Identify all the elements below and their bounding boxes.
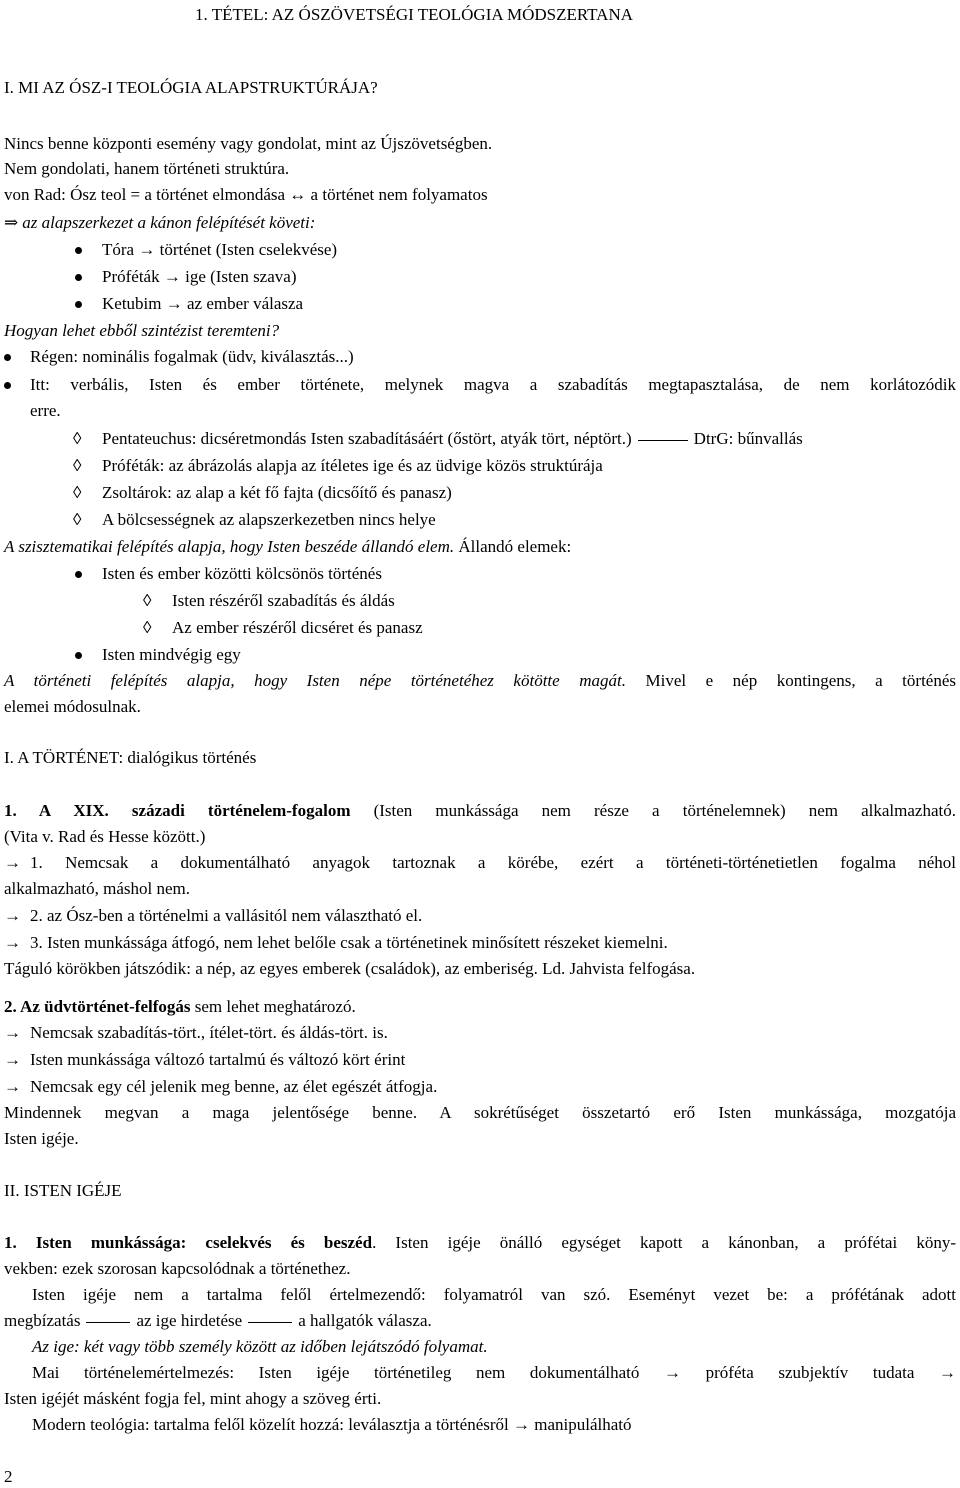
meaning-line: Mindennek megvan a maga jelentősége benne. A sokrétűséget összetartó erő Isten munkássága, mozgatója [4, 1103, 956, 1122]
right-arrow-icon: → [165, 294, 183, 313]
arrow-item [4, 905, 422, 927]
vonrad-left: von Rad: Ósz teol = a történet elmondása [4, 185, 286, 204]
content-para-line2 [4, 1310, 432, 1332]
p1-bold: 1. A XIX. századi történelem-fogalom [4, 801, 351, 820]
constant-element: Isten részéről szabadítás és áldás [172, 591, 395, 610]
canon-item-name: Próféták [102, 267, 160, 286]
right-arrow-icon: → [4, 1077, 21, 1096]
canon-item [102, 239, 337, 261]
p2-line [4, 996, 356, 1018]
diamond-icon: ◊ [73, 429, 82, 448]
p2-normal: sem lehet meghatározó. [190, 997, 356, 1016]
historical-line [4, 670, 956, 692]
arrow-item-text: 2. az Ósz-ben a történelmi a vallásitól nem választható el. [30, 906, 423, 925]
synthesis-question: Hogyan lehet ebből szintézist teremteni? [4, 321, 280, 340]
diamond-item: A bölcsességnek az alapszerkezetben nincs helye [102, 510, 436, 529]
left-right-arrow-icon: ↔ [289, 185, 307, 204]
arrow-item [4, 852, 956, 874]
diamond-item-tail: DtrG: bűnvallás [693, 429, 803, 448]
p1-line [4, 800, 956, 822]
modern-theology-line [32, 1414, 632, 1436]
p2-bold: 2. Az üdvtörténet-felfogás [4, 997, 191, 1016]
arrow-item-cont: alkalmazható, máshol nem. [4, 879, 190, 898]
arrow-item-text: 3. Isten munkássága átfogó, nem lehet belőle csak a történetinek minősített részeket kiemelni. [30, 933, 668, 952]
modern-interp-b: próféta szubjektív tudata [705, 1363, 915, 1382]
right-arrow-icon: → [138, 240, 156, 259]
arrow-item [4, 932, 668, 954]
canon-item-name: Tóra [102, 240, 135, 259]
constant-element: Isten mindvégig egy [102, 645, 241, 664]
historical-line-cont: elemei módosulnak. [4, 697, 141, 716]
diamond-item: Próféták: az ábrázolás alapja az ítéletes ige és az üdvige közös struktúrája [102, 456, 603, 475]
systematic-normal: Állandó elemek: [454, 537, 572, 556]
canon-item-desc: történet (Isten cselekvése) [159, 240, 338, 259]
meaning-line-cont: Isten igéje. [4, 1129, 79, 1148]
long-dash [248, 1322, 292, 1323]
bullet-icon [75, 571, 82, 578]
modern-interp-a: Mai történelemértelmezés: Isten igéje történetileg nem dokumentálható [32, 1363, 640, 1382]
right-arrow-icon: → [4, 1050, 21, 1069]
arrow-item-text: Nemcsak egy cél jelenik meg benne, az élet egészét átfogja. [30, 1077, 438, 1096]
bullet-icon [75, 274, 82, 281]
constant-element: Isten és ember közötti kölcsönös történés [102, 564, 382, 583]
modern-interp-line [32, 1362, 956, 1384]
right-arrow-icon: → [163, 267, 181, 286]
section-heading-alapstruktura: I. MI AZ ÓSZ-I TEOLÓGIA ALAPSTRUKTÚRÁJA? [4, 78, 378, 97]
kanon-text: az alapszerkezet a kánon felépítését követi: [22, 213, 316, 232]
arrow-item-text: Isten munkássága változó tartalmú és változó kört érint [30, 1050, 406, 1069]
widening-line: Táguló körökben játszódik: a nép, az egyes emberek (családok), az emberiség. Ld. Jahvista felfogása. [4, 959, 696, 978]
modern-interp-line2: Isten igéjét másként fogja fel, mint ahogy a szöveg érti. [4, 1389, 382, 1408]
arrow-item-text: 1. Nemcsak a dokumentálható anyagok tartoznak a körébe, ezért a történeti-történetietlen fogalma néhol [30, 853, 956, 872]
p3-normal: . Isten igéje önálló egységet kapott a kánonban, a prófétai köny- [372, 1233, 956, 1252]
now-line-cont: erre. [30, 401, 61, 420]
bullet-icon [4, 354, 11, 361]
historical-normal: Mivel e nép kontingens, a történés [625, 671, 956, 690]
right-arrow-icon: → [664, 1363, 682, 1382]
right-arrow-icon: → [4, 933, 21, 952]
ige-definition: Az ige: két vagy több személy között az időben lejátszódó folyamat. [32, 1337, 488, 1356]
implies-arrow-icon: ⇒ [4, 213, 19, 232]
long-dash [638, 440, 688, 441]
systematic-italic: A szisztematikai felépítés alapja, hogy Isten beszéde állandó elem. [4, 537, 455, 556]
systematic-line [4, 536, 571, 558]
section-heading-tortenet: I. A TÖRTÉNET: dialógikus történés [4, 748, 257, 767]
arrow-item-text: Nemcsak szabadítás-tört., ítélet-tört. és áldás-tört. is. [30, 1023, 388, 1042]
arrow-item [4, 1049, 405, 1071]
bullet-icon [75, 652, 82, 659]
right-arrow-icon: → [513, 1415, 530, 1434]
diamond-item: Zsoltárok: az alap a két fő fajta (dicsőítő és panasz) [102, 483, 452, 502]
canon-item-desc: az ember válasza [187, 294, 304, 313]
constant-element: Az ember részéről dicséret és panasz [172, 618, 423, 637]
bullet-icon [4, 382, 11, 389]
modern-theology-b: manipulálható [534, 1415, 632, 1434]
content-para-a: megbízatás [4, 1311, 81, 1330]
diamond-item-text: Pentateuchus: dicséretmondás Isten szabadításáért (őstört, atyák tört, néptört.) [102, 429, 632, 448]
kanon-line [4, 212, 315, 234]
page-title: 1. TÉTEL: AZ ÓSZÖVETSÉGI TEOLÓGIA MÓDSZERTANA [195, 5, 634, 24]
diamond-icon: ◊ [143, 618, 152, 637]
long-dash [86, 1322, 130, 1323]
intro-line: Nincs benne központi esemény vagy gondolat, mint az Újszövetségben. [4, 134, 493, 153]
p3-line [4, 1232, 956, 1254]
canon-item [102, 266, 296, 288]
now-line: Itt: verbális, Isten és ember története, melynek magva a szabadítás megtapasztalása, de nem korlátozódik [30, 375, 956, 394]
p3-line-cont: vekben: ezek szorosan kapcsolódnak a történethez. [4, 1259, 351, 1278]
bullet-icon [75, 247, 82, 254]
then-line: Régen: nominális fogalmak (üdv, kiválasztás...) [30, 347, 354, 366]
historical-italic: A történeti felépítés alapja, hogy Isten népe történetéhez kötötte magát. [4, 671, 626, 690]
diamond-icon: ◊ [73, 510, 82, 529]
p1-normal: (Isten munkássága nem része a történelemnek) nem alkalmazható. [350, 801, 956, 820]
diamond-item [102, 428, 803, 450]
right-arrow-icon: → [4, 906, 21, 925]
canon-item-name: Ketubim [102, 294, 162, 313]
intro-line: Nem gondolati, hanem történeti struktúra. [4, 159, 290, 178]
right-arrow-icon: → [4, 853, 21, 872]
vonrad-right: a történet nem folyamatos [310, 185, 488, 204]
modern-theology-a: Modern teológia: tartalma felől közelít hozzá: leválasztja a történésről [32, 1415, 509, 1434]
bullet-icon [75, 301, 82, 308]
section-heading-ige: II. ISTEN IGÉJE [4, 1181, 122, 1200]
arrow-item [4, 1022, 388, 1044]
content-para-line: Isten igéje nem a tartalma felől értelmezendő: folyamatról van szó. Eseményt vezet be: a prófétának adott [32, 1285, 956, 1304]
content-para-b: az ige hirdetése [136, 1311, 243, 1330]
diamond-icon: ◊ [73, 456, 82, 475]
vonrad-line [4, 184, 488, 206]
diamond-icon: ◊ [73, 483, 82, 502]
page-number: 2 [4, 1467, 13, 1486]
diamond-icon: ◊ [143, 591, 152, 610]
canon-item-desc: ige (Isten szava) [185, 267, 297, 286]
right-arrow-icon: → [939, 1363, 956, 1382]
arrow-item [4, 1076, 437, 1098]
canon-item [102, 293, 303, 315]
p1-line-cont: (Vita v. Rad és Hesse között.) [4, 827, 206, 846]
p3-bold: 1. Isten munkássága: cselekvés és beszéd [4, 1233, 373, 1252]
content-para-c: a hallgatók válasza. [298, 1311, 432, 1330]
right-arrow-icon: → [4, 1023, 21, 1042]
